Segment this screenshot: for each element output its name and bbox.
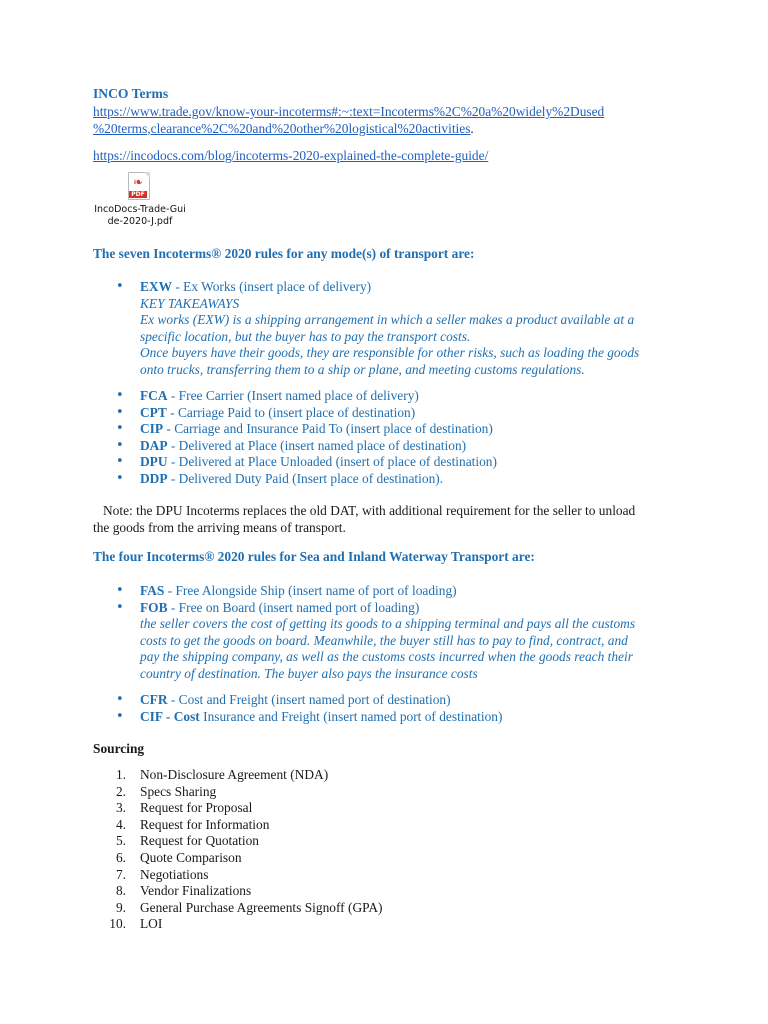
section2-heading: The four Incoterms® 2020 rules for Sea and Inland Waterway Transport are: [93,549,535,564]
list-item-fob [0,600,635,683]
bullet-icon: • [116,388,124,403]
incoterm-desc: - Free Alongside Ship (insert name of port of loading) [164,583,457,598]
bullet-icon: • [116,599,124,615]
incoterm-desc: Insurance and Freight (insert named port of destination) [199,708,503,724]
trade-gov-link-line2[interactable]: %20terms,clearance%2C%20and%20other%20logistical%20activities [93,120,471,136]
incoterm-code: CIP [140,421,164,437]
incoterm-code: DDP [140,470,168,486]
pdf-icon-label: PDF [129,191,147,198]
list-text: Request for Quotation [140,833,260,849]
fob-note-line3: pay the shipping company, as well as the customs costs incurred when the goods reach their [140,649,633,665]
incoterm-desc: - Ex Works (insert place of delivery) [172,279,372,294]
list-item [0,388,497,405]
bullet-icon: • [116,404,124,420]
list-item [0,916,382,933]
section1-heading: The seven Incoterms® 2020 rules for any mode(s) of transport are: [93,246,475,261]
list-number: 7. [115,866,126,882]
key-takeaways-label: KEY TAKEAWAYS [140,295,240,311]
list-text: Vendor Finalizations [140,883,252,899]
incoterm-code: FOB [140,599,168,615]
section2-list-a [0,583,635,683]
pdf-file-icon: ❧ PDF [128,172,150,200]
bullet-icon: • [116,454,124,470]
list-text: Non-Disclosure Agreement (NDA) [140,767,329,782]
list-item-exw [0,279,639,379]
list-number: 8. [115,883,126,899]
link-period: . [470,120,474,136]
fob-note-line1: the seller covers the cost of getting its goods to a shipping terminal and pays all the customs [140,616,636,632]
exw-para2-line1: Once buyers have their goods, they are responsible for other risks, such as loading the goods [140,345,640,361]
incoterm-desc: - Delivered at Place Unloaded (insert of place of destination) [167,454,497,470]
incoterm-code: FCA [140,388,168,403]
list-item-cfr [0,692,502,709]
trade-gov-link-block [93,104,673,137]
incoterm-code: CFR [140,692,168,707]
attachment-filename [90,204,190,228]
exw-para1-line1: Ex works (EXW) is a shipping arrangement in which a seller makes a product available at a [140,312,635,328]
list-item [0,817,382,834]
list-number: 2. [115,783,126,799]
incoterm-desc: - Carriage Paid to (insert place of destination) [166,404,416,420]
section1-terms-list [0,388,497,488]
bullet-icon: • [116,708,124,724]
section2-list-b [0,692,502,725]
incoterm-desc: - Carriage and Insurance Paid To (insert place of destination) [163,421,493,437]
attachment-filename-line1: IncoDocs-Trade-Gui [94,204,186,215]
list-number: 5. [115,833,126,849]
list-item [0,421,497,438]
incodocs-link-block [93,148,488,165]
list-text: Negotiations [140,866,209,882]
list-number: 6. [115,849,126,865]
list-item [0,867,382,884]
exw-para1-line2: specific location, but the buyer has to pay the transport costs. [140,328,471,344]
incoterm-desc: - Free Carrier (Insert named place of delivery) [167,388,419,403]
bullet-icon: • [116,421,124,437]
list-item [0,800,382,817]
incoterm-desc: - Cost and Freight (insert named port of destination) [167,692,451,707]
list-number: 9. [115,899,126,915]
list-text: Request for Proposal [140,800,253,816]
list-text: Request for Information [140,816,270,832]
incoterm-code: CPT [140,404,167,420]
list-number: 10. [109,916,126,932]
section1-exw-list [0,279,639,379]
bullet-icon: • [116,470,124,486]
fob-note-line4: country of destination. The buyer also pays the insurance costs [140,665,478,681]
sourcing-list [0,767,382,933]
bullet-icon: • [116,437,124,453]
list-item [0,454,497,471]
incoterm-code: DAP [140,437,168,453]
list-number: 4. [115,816,126,832]
incoterm-code: DPU [140,454,168,470]
page-title: INCO Terms [93,86,169,101]
exw-para2-line2: onto trucks, transferring them to a ship or plane, and meeting customs regulations. [140,361,585,377]
bullet-icon: • [116,583,124,598]
pdf-attachment[interactable] [90,172,200,228]
incodocs-link[interactable]: https://incodocs.com/blog/incoterms-2020-explained-the-complete-guide/ [93,148,489,163]
attachment-filename-line2: de-2020-J.pdf [107,216,173,227]
sourcing-heading: Sourcing [93,741,145,756]
bullet-icon: • [116,692,124,707]
list-text: Quote Comparison [140,849,242,865]
list-item [0,438,497,455]
list-item-cif [0,709,502,726]
list-number: 3. [115,800,126,816]
list-item [0,405,497,422]
list-item [0,833,382,850]
trade-gov-link-line1[interactable]: https://www.trade.gov/know-your-incoterms#:~:text=Incoterms%2C%20a%20widely%2Dused [93,104,605,119]
list-item [0,767,382,784]
bullet-icon: • [116,279,124,294]
dpu-note [93,503,693,536]
incoterm-code: FAS [140,583,165,598]
incoterm-desc: - Delivered at Place (insert named place of destination) [167,437,467,453]
list-text: General Purchase Agreements Signoff (GPA) [140,899,383,915]
list-item [0,883,382,900]
list-item-fas [0,583,635,600]
list-item [0,784,382,801]
incoterm-desc: - Free on Board (insert named port of loading) [167,599,420,615]
note-line1: Note: the DPU Incoterms replaces the old DAT, with additional requirement for the seller to unload [103,503,636,518]
incoterm-code: CIF - Cost [140,708,200,724]
list-text: LOI [140,916,163,932]
fob-note-line2: costs to get the goods on board. Meanwhile, the buyer still has to pay to find, contract, and [140,632,628,648]
list-item [0,850,382,867]
list-number: 1. [115,767,126,782]
incoterm-desc: - Delivered Duty Paid (Insert place of destination). [167,470,444,486]
incoterm-code: EXW [140,279,172,294]
list-item [0,471,497,488]
list-text: Specs Sharing [140,783,217,799]
list-item [0,900,382,917]
note-line2: the goods from the arriving means of transport. [93,519,346,535]
